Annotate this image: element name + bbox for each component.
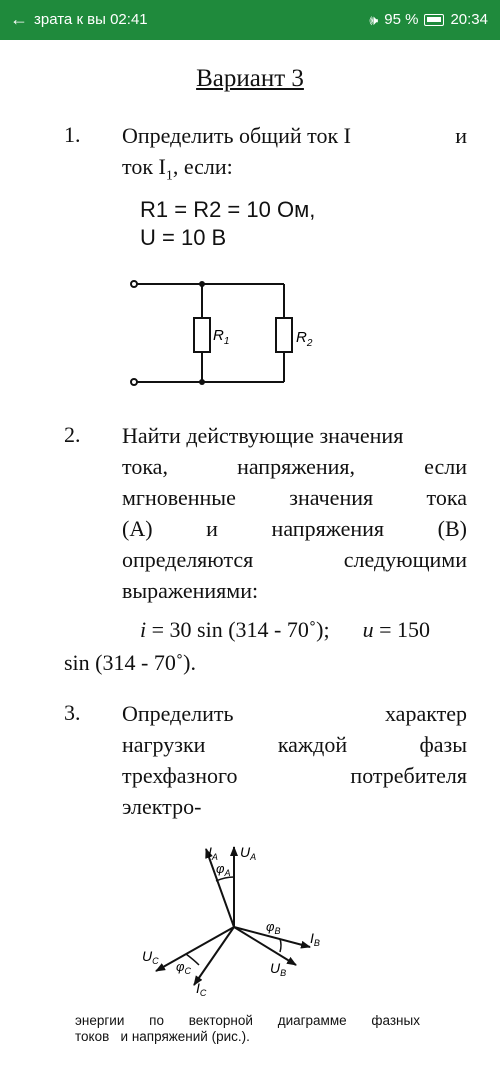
word: фазы [419, 732, 467, 757]
label-ib: I [310, 930, 314, 946]
label-ic: I [196, 980, 200, 996]
return-to-call-text[interactable]: зрата к вы 02:41 [34, 11, 148, 28]
svg-text:IC [196, 980, 207, 998]
formula-u-var: u [362, 617, 374, 642]
label-uc-sub: C [152, 956, 159, 966]
label-ic-sub: C [199, 988, 207, 998]
svg-text:UC [142, 948, 159, 966]
label-ua-sub: A [250, 852, 257, 862]
text-line [122, 420, 467, 451]
word: нагрузки [122, 732, 206, 757]
task1-line2-sub: 1 [165, 168, 173, 184]
back-arrow-icon[interactable]: ← [10, 9, 28, 29]
word: выражениями: [122, 578, 259, 603]
formula-u: = 150 [373, 617, 431, 642]
task1-text [122, 120, 467, 191]
text-line [122, 513, 467, 544]
word: если [424, 454, 467, 479]
svg-text:IB [310, 930, 320, 948]
task1-line2: ток I [122, 154, 166, 179]
text-line [122, 482, 467, 513]
vector-ub [234, 927, 296, 965]
label-ia-sub: A [211, 852, 218, 862]
task3-number: 3. [64, 700, 81, 725]
caption-word: по [149, 1013, 164, 1028]
label-ia: I [208, 844, 212, 860]
text-line [122, 575, 467, 606]
label-phic: φ [176, 959, 185, 974]
text-line [122, 544, 467, 575]
caption-word: энергии [75, 1013, 125, 1028]
arc-phic [186, 954, 199, 965]
arc-phib [280, 939, 281, 952]
label-phia-sub: A [224, 868, 231, 878]
page-title: Вариант 3 [196, 65, 304, 92]
task1-given-2: U = 10 В [140, 225, 227, 250]
task2-number: 2. [64, 422, 81, 447]
formula-i-var: i [140, 617, 147, 642]
text-line [122, 791, 467, 822]
caption-line2: токов и напряжений (рис.). [75, 1029, 250, 1044]
status-bar [0, 0, 500, 40]
svg-text:UA [240, 844, 256, 862]
caption-word: диаграмме [277, 1013, 347, 1028]
word: трехфазного [122, 763, 238, 788]
task1-given [140, 196, 315, 252]
word: напряжения [271, 516, 385, 541]
text-line [122, 729, 467, 760]
svg-text:IA [208, 844, 218, 862]
text-line [122, 760, 467, 791]
svg-text:R1 [213, 327, 229, 347]
task2-text [122, 420, 467, 606]
status-indicators [369, 11, 488, 29]
label-r2: R [296, 329, 307, 346]
caption-line1 [75, 1013, 420, 1029]
word: Определить [122, 701, 234, 726]
label-phic-sub: C [184, 966, 191, 976]
vibrate-icon: 🕪 [369, 12, 379, 28]
label-phib: φ [266, 919, 275, 934]
caption-word: векторной [188, 1013, 253, 1028]
resistor-r2 [276, 318, 292, 352]
svg-text:φA [216, 861, 231, 878]
label-uc: U [142, 948, 153, 964]
svg-text:UB [270, 960, 286, 978]
diagram-caption [75, 1013, 420, 1045]
word: потребителя [350, 763, 467, 788]
svg-text:φB [266, 919, 281, 936]
vector-ic [194, 927, 234, 985]
label-ua: U [240, 844, 251, 860]
label-r2-sub: 2 [306, 338, 313, 349]
word: каждой [277, 732, 348, 757]
label-phib-sub: B [274, 926, 281, 936]
task1-line1-left: Определить общий ток I [122, 123, 352, 148]
word: тока [426, 485, 467, 510]
formula-i: = 30 sin (314 - 70˚); [146, 617, 330, 642]
battery-icon [424, 14, 444, 26]
word: значения [289, 485, 374, 510]
task2-formula-tail: sin (314 - 70˚). [64, 650, 196, 675]
text-line [122, 451, 467, 482]
label-r1-sub: 1 [223, 336, 230, 347]
word: и [206, 516, 218, 541]
word: электро- [122, 794, 202, 819]
text-line [122, 698, 467, 729]
word: мгновенные [122, 485, 236, 510]
vector-uc [156, 927, 234, 971]
resistor-r1 [194, 318, 210, 352]
task1-line1-right: и [455, 123, 467, 148]
svg-text:φC [176, 959, 191, 976]
vector-diagram [130, 835, 340, 1005]
battery-percent: 95 % [384, 11, 419, 28]
svg-text:R2 [296, 329, 313, 349]
label-r1: R [213, 327, 224, 344]
word: (В) [437, 516, 467, 541]
task1-given-1: R1 = R2 = 10 Ом, [140, 197, 316, 222]
word: следующими [343, 547, 467, 572]
label-ub-sub: B [280, 968, 287, 978]
task3-text [122, 698, 467, 822]
word: Найти действующие значения [122, 423, 404, 448]
word: напряжения, [237, 454, 356, 479]
caption-word: фазных [371, 1013, 420, 1028]
label-phia: φ [216, 861, 225, 876]
task1-line2-end: , если: [172, 154, 233, 179]
word: (А) [122, 516, 153, 541]
label-ub: U [270, 960, 281, 976]
task2-formula [140, 617, 430, 643]
task1-number: 1. [64, 122, 81, 147]
circuit-diagram [120, 270, 330, 395]
word: определяются [122, 547, 254, 572]
clock: 20:34 [450, 11, 488, 28]
label-ib-sub: B [313, 938, 320, 948]
word: характер [384, 701, 467, 726]
word: тока, [122, 454, 168, 479]
